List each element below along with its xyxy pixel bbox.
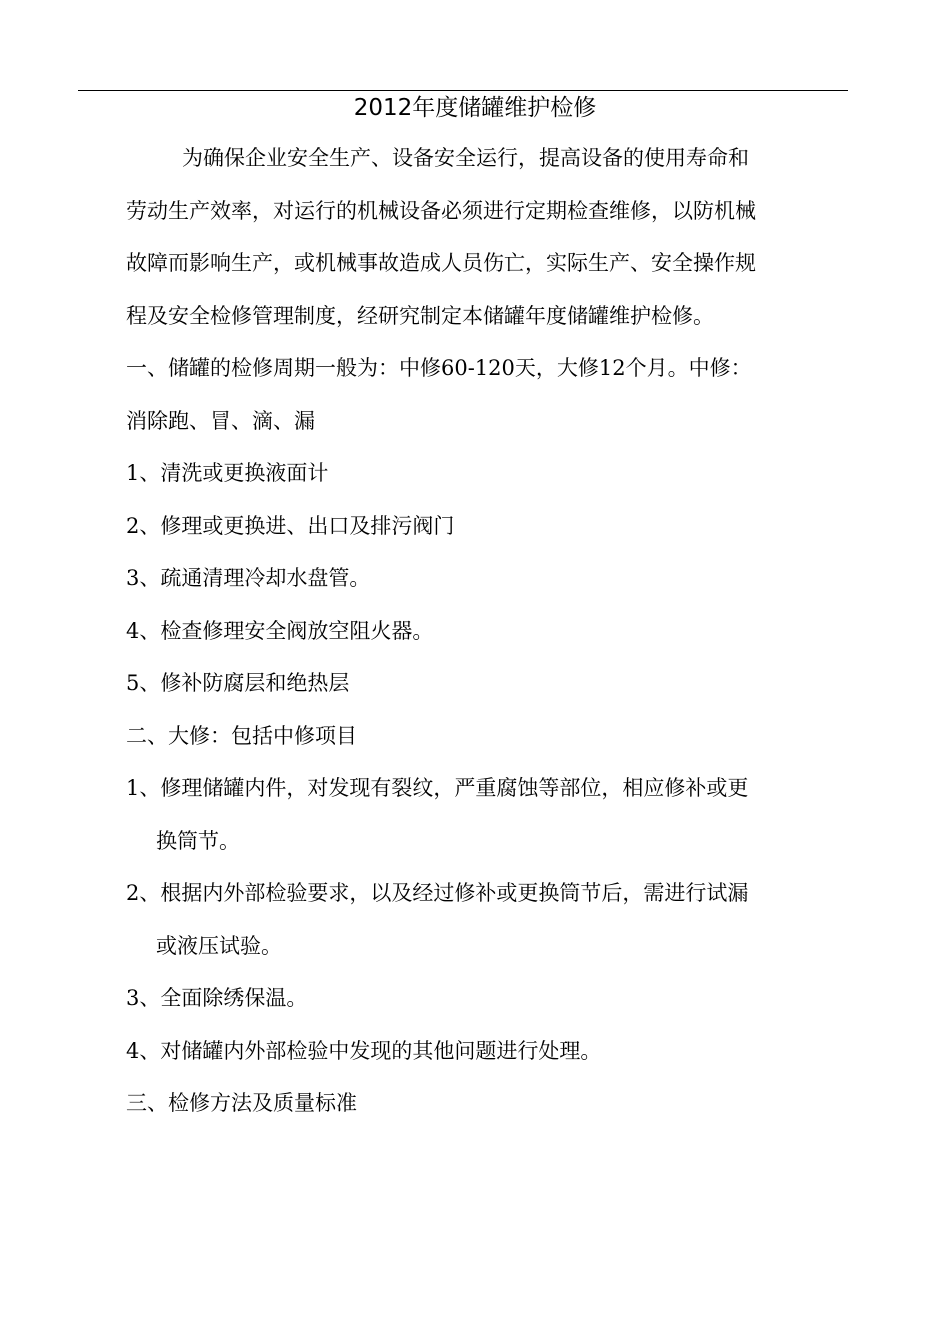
list-item: 3、疏通清理冷却水盘管。 xyxy=(126,566,371,590)
section-heading-2: 二、大修：包括中修项目 xyxy=(126,723,357,748)
header-rule xyxy=(78,90,848,91)
paragraph-line: 消除跑、冒、滴、漏 xyxy=(126,408,315,433)
list-item: 2、修理或更换进、出口及排污阀门 xyxy=(126,513,455,538)
list-item: 3、全面除绣保温。 xyxy=(126,986,308,1010)
paragraph-line: 为确保企业安全生产、设备安全运行，提高设备的使用寿命和 xyxy=(182,146,749,170)
document-body xyxy=(126,132,846,1130)
list-item: 1、清洗或更换液面计 xyxy=(126,461,329,485)
document-title: 2012年度储罐维护检修 xyxy=(353,95,597,121)
list-item: 5、修补防腐层和绝热层 xyxy=(126,671,350,695)
paragraph-line: 程及安全检修管理制度，经研究制定本储罐年度储罐维护检修。 xyxy=(126,303,714,328)
section-heading-1: 一、储罐的检修周期一般为：中修60-120天，大修12个月。中修： xyxy=(126,356,752,380)
list-item: 4、对储罐内外部检验中发现的其他问题进行处理。 xyxy=(126,1038,602,1063)
list-item: 2、根据内外部检验要求，以及经过修补或更换筒节后，需进行试漏 xyxy=(126,881,749,905)
paragraph-line: 故障而影响生产，或机械事故造成人员伤亡，实际生产、安全操作规 xyxy=(126,251,756,275)
section-heading-3: 三、检修方法及质量标准 xyxy=(126,1091,357,1115)
list-item: 4、检查修理安全阀放空阻火器。 xyxy=(126,618,434,643)
list-item-continuation: 换筒节。 xyxy=(156,828,240,853)
paragraph-line: 劳动生产效率，对运行的机械设备必须进行定期检查维修，以防机械 xyxy=(126,198,756,223)
list-item-continuation: 或液压试验。 xyxy=(156,933,282,958)
list-item: 1、修理储罐内件，对发现有裂纹，严重腐蚀等部位，相应修补或更 xyxy=(126,776,749,800)
